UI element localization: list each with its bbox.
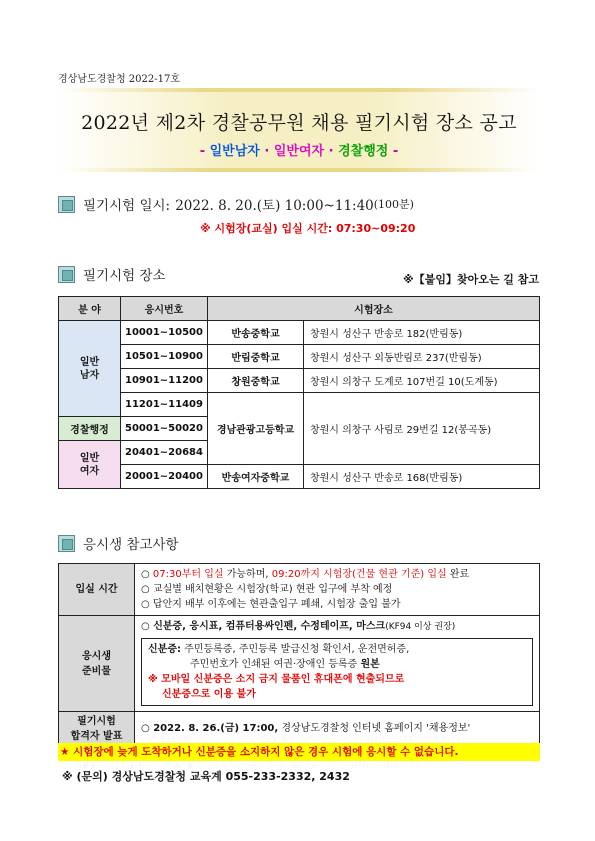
page-title: 2022년 제2차 경찰공무원 채용 필기시험 장소 공고 — [81, 112, 517, 134]
school-address: 창원시 의창구 사림로 29번길 12(봉곡동) — [303, 393, 539, 465]
table-row — [59, 564, 540, 616]
subtitle-police: 경찰행정 — [338, 144, 389, 159]
subtitle — [58, 140, 540, 159]
exam-number-range: 10001~10500 — [121, 321, 208, 345]
square-bullet-icon — [58, 535, 75, 552]
entry-time-line-2: ○ 교실별 배치현황은 시험장(학교) 현관 입구에 부착 예정 — [141, 584, 393, 595]
category-police: 경찰행정 — [59, 417, 121, 441]
subtitle-sep-2: · — [328, 144, 334, 159]
doc-number: 경상남도경찰청 2022-17호 — [58, 74, 181, 85]
school-address: 창원시 의창구 도계로 107번길 10(도계동) — [303, 369, 539, 393]
mobile-id-note-1: ※ 모바일 신분증은 소지 금지 물품인 휴대폰에 현출되므로 — [148, 674, 405, 685]
subtitle-female: 일반여자 — [273, 144, 325, 159]
announce-label: 필기시험 합격자 발표 — [59, 712, 135, 746]
id-card-box: 신분증: 주민등록증, 주민등록 발급신청 확인서, 운전면허증, 주민번호가 인쇄된 여권·장애인 등록증 원본 ※ 모바일 신분증은 소지 금지 물품인 휴대폰에 현출되므로 신분증으로 이용 불가 — [141, 638, 533, 706]
category-male: 일반 남자 — [59, 321, 121, 417]
square-bullet-icon — [58, 196, 75, 213]
prep-label: 응시생 준비물 — [59, 616, 135, 712]
school-name: 반송중학교 — [207, 321, 303, 345]
square-bullet-icon — [58, 266, 75, 283]
prep-line-1: ○ 신분증, 응시표, 컴퓨터용싸인펜, 수정테이프, 마스크(KF94 이상 권장) — [141, 621, 456, 632]
mask-note: (KF94 이상 권장) — [385, 622, 456, 632]
exam-number-range: 10901~11200 — [121, 369, 208, 393]
entry-time-line-1: ○ 07:30부터 입실 가능하며, 09:20까지 시험장(건물 현관 기준) 입실 완료 — [141, 569, 470, 580]
exam-datetime: 2022. 8. 20.(토) 10:00~11:40 — [175, 198, 374, 214]
table-row — [59, 369, 540, 393]
title-top-rule — [58, 88, 540, 92]
school-name: 반림중학교 — [207, 345, 303, 369]
exam-number-range: 10501~10900 — [121, 345, 208, 369]
table-row — [59, 712, 540, 746]
entry-time-label: 입실 시간 — [59, 564, 135, 616]
notes-heading — [58, 533, 179, 553]
exam-place-table — [58, 296, 540, 489]
exam-number-range: 50001~50020 — [121, 417, 208, 441]
table-header-row — [59, 297, 540, 321]
entry-start-time: 07:30부터 입실 — [152, 569, 224, 580]
school-name: 반송여자중학교 — [207, 465, 303, 489]
exam-date-heading — [58, 194, 414, 214]
header-place: 시험장소 — [207, 297, 539, 321]
school-name: 창원중학교 — [207, 369, 303, 393]
table-row — [59, 616, 540, 712]
warning-banner: ★ 시험장에 늦게 도착하거나 신분증을 소지하지 않은 경우 시험에 응시할 수 없습니다. — [58, 743, 540, 761]
attachment-note: ※【붙임】찾아오는 길 참고 — [403, 273, 539, 286]
notes-table — [58, 563, 540, 746]
announce-date: ○ 2022. 8. 26.(금) 17:00, — [141, 723, 279, 734]
school-address: 창원시 성산구 외동반림로 237(반림동) — [303, 345, 539, 369]
id-card-label: 신분증: — [148, 644, 181, 655]
school-address: 창원시 성산구 반송로 168(반림동) — [303, 465, 539, 489]
school-name: 경남관광고등학교 — [207, 393, 303, 465]
table-row — [59, 321, 540, 345]
header-field: 분 야 — [59, 297, 121, 321]
exam-duration: (100분) — [373, 198, 414, 211]
exam-place-label: 필기시험 장소 — [83, 268, 166, 284]
subtitle-dash-right: - — [392, 144, 399, 159]
mobile-id-note-2: 신분증으로 이용 불가 — [162, 689, 256, 700]
exam-place-heading — [58, 264, 166, 284]
entry-time-note: ※ 시험장(교실) 입실 시간: 07:30~09:20 — [200, 222, 416, 235]
entry-time-line-3: ○ 답안지 배부 이후에는 현관출입구 폐쇄, 시험장 출입 불가 — [141, 599, 401, 610]
contact-info: ※ (문의) 경상남도경찰청 교육계 055-233-2332, 2432 — [62, 770, 350, 783]
id-original: 원본 — [360, 659, 380, 670]
title-band — [58, 88, 540, 172]
exam-number-range: 11201~11409 — [121, 393, 208, 417]
table-row — [59, 465, 540, 489]
exam-date-label: 필기시험 일시: — [83, 198, 171, 214]
school-address: 창원시 성산구 반송로 182(반림동) — [303, 321, 539, 345]
entry-time-details — [135, 564, 540, 616]
notes-label: 응시생 참고사항 — [83, 537, 179, 553]
announce-detail: 경상남도경찰청 인터넷 홈페이지 '채용정보' — [278, 723, 471, 734]
table-row — [59, 345, 540, 369]
exam-number-range: 20001~20400 — [121, 465, 208, 489]
subtitle-sep-1: · — [264, 144, 270, 159]
title-bottom-rule — [58, 168, 540, 172]
subtitle-dash-left: - — [199, 144, 206, 159]
category-female: 일반 여자 — [59, 441, 121, 489]
prep-details — [135, 616, 540, 712]
subtitle-male: 일반남자 — [209, 144, 260, 159]
header-number: 응시번호 — [121, 297, 208, 321]
table-row — [59, 393, 540, 417]
announce-details — [135, 712, 540, 746]
exam-number-range: 20401~20684 — [121, 441, 208, 465]
entry-deadline: 09:20까지 시험장(건물 현관 기준) 입실 — [271, 569, 447, 580]
